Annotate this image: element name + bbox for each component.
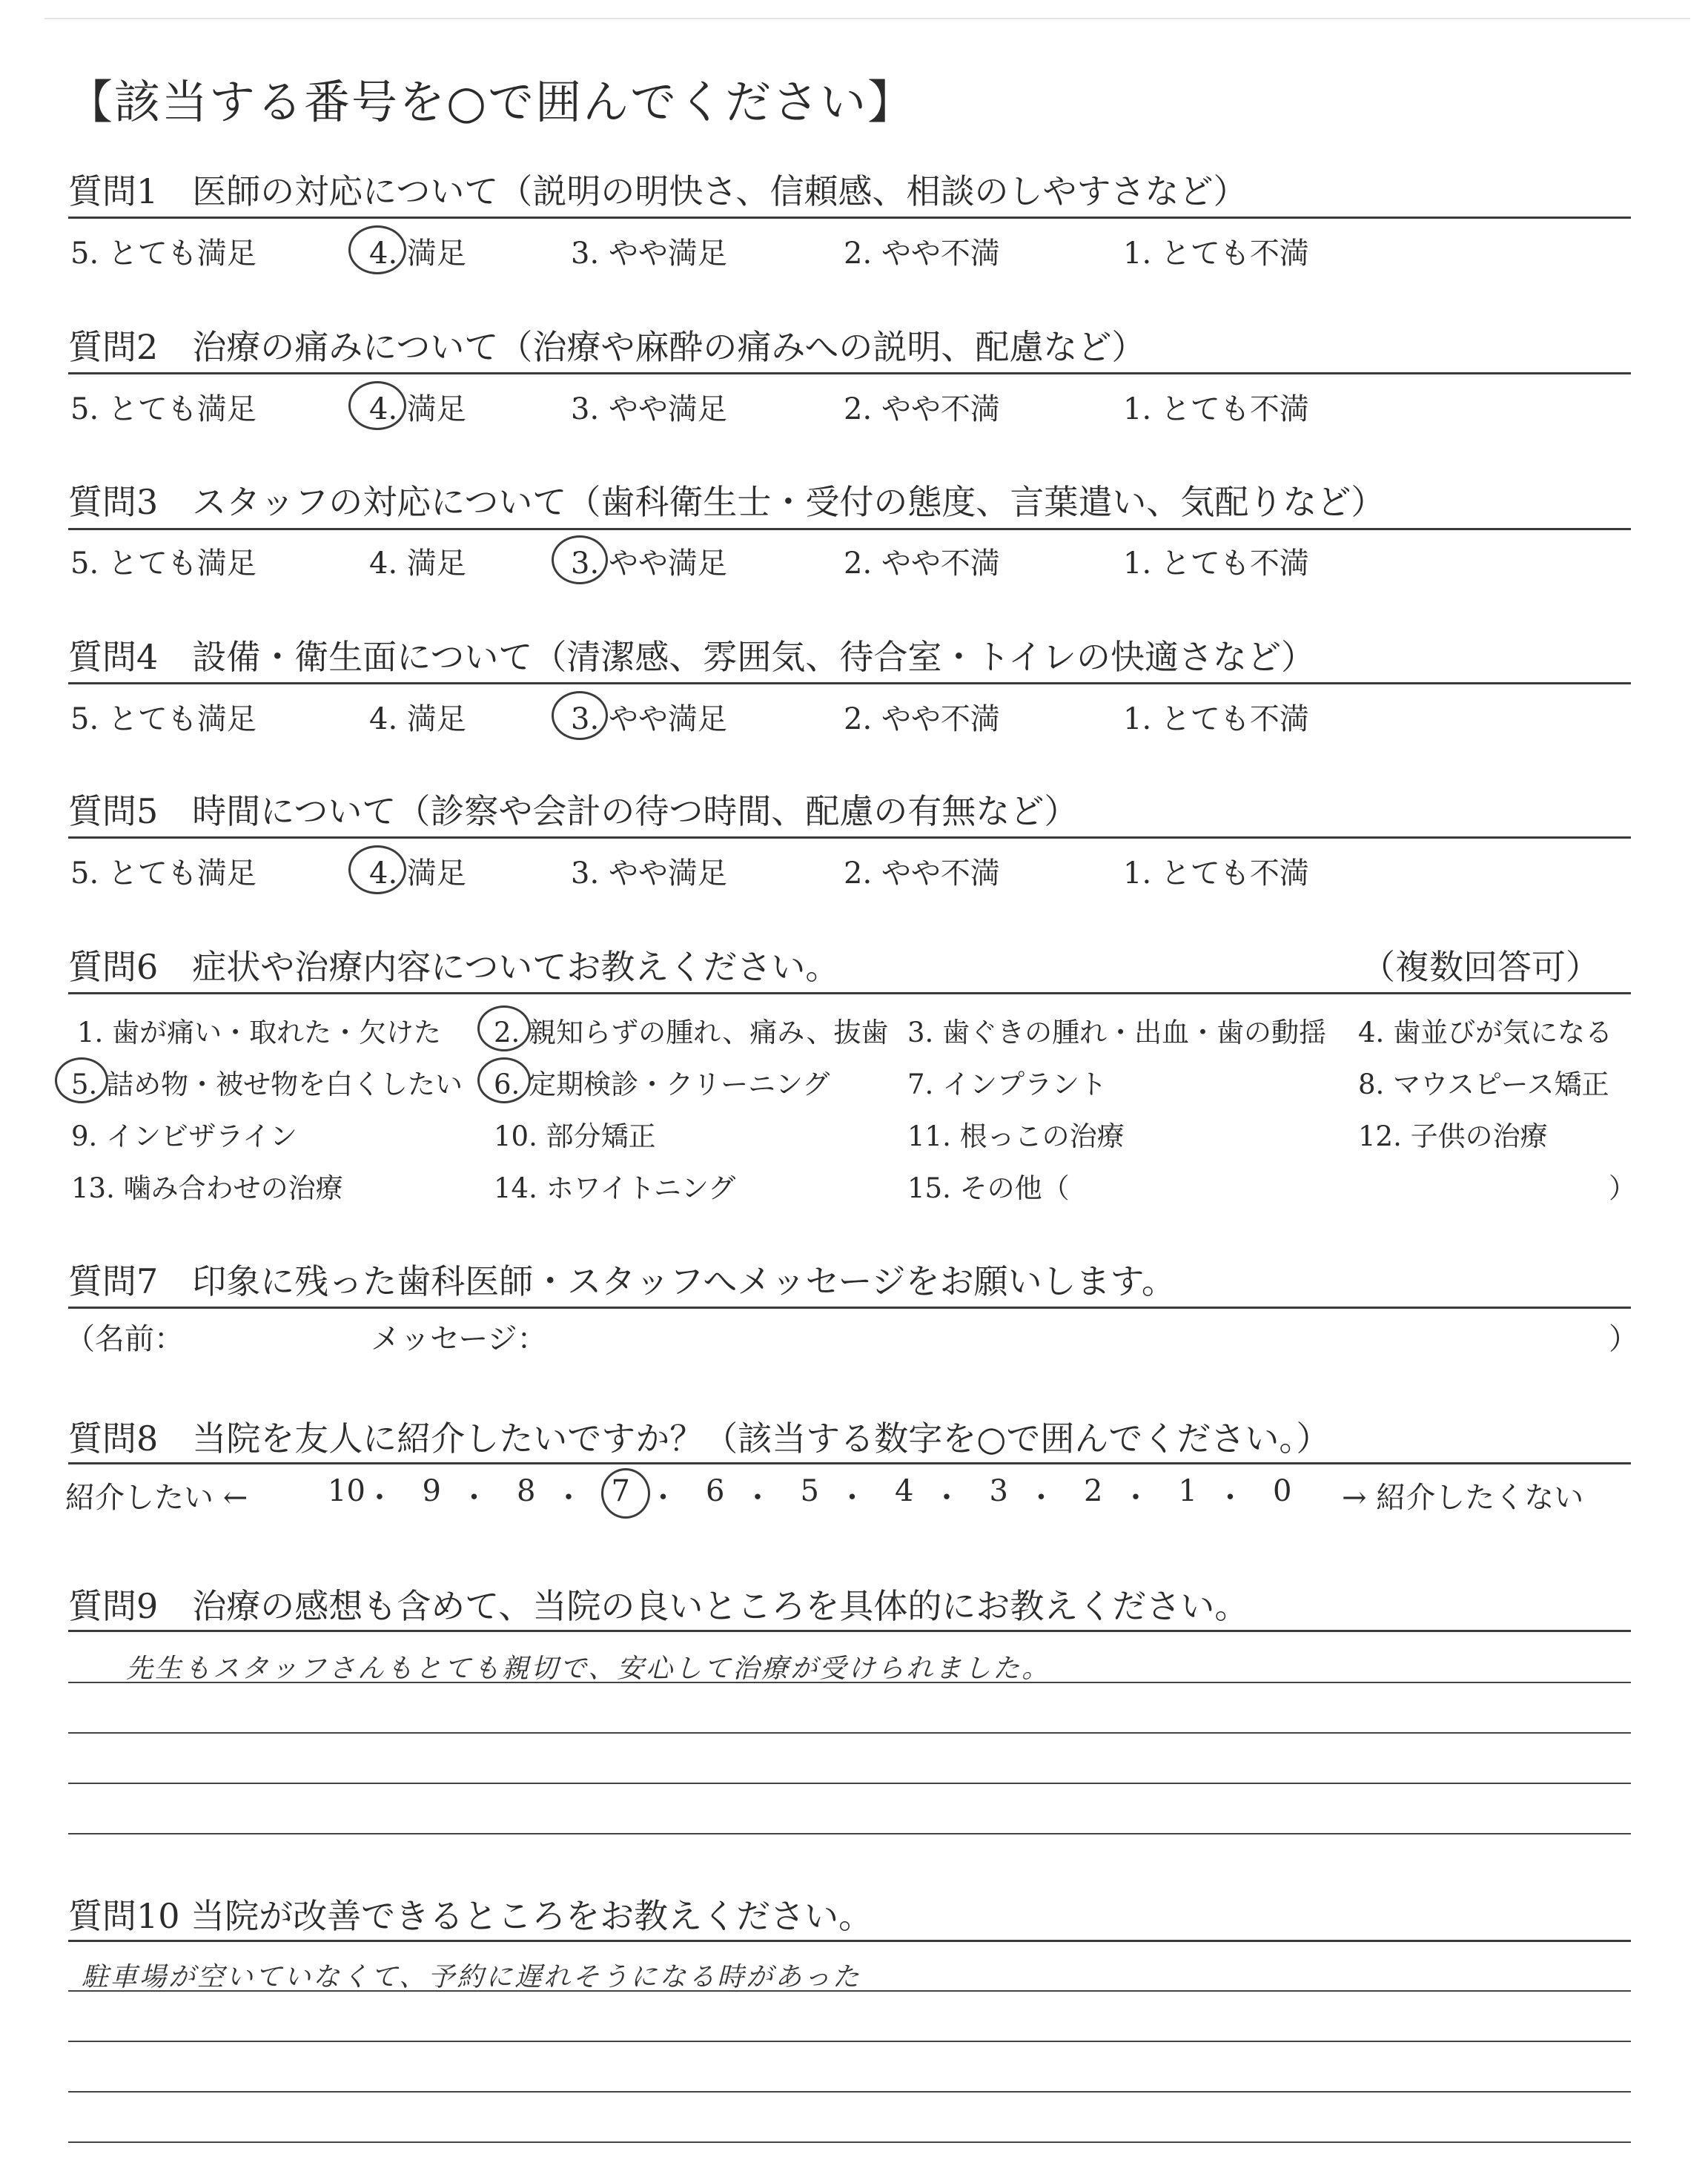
q1-selection-circle bbox=[348, 225, 406, 274]
q8-scale-separator: ・ bbox=[1121, 1481, 1151, 1515]
q10-answer-line-4 bbox=[68, 2141, 1631, 2143]
q6-option-7[interactable]: 7. インプラント bbox=[907, 1069, 1108, 1100]
q3-option-4[interactable]: 4. 満足 bbox=[369, 546, 466, 581]
q6-option-15[interactable]: 15. その他（ bbox=[907, 1172, 1070, 1204]
q8-scale-separator: ・ bbox=[459, 1481, 489, 1515]
q8-right-label: → 紹介したくない bbox=[1342, 1481, 1584, 1515]
q6-option-6[interactable]: 6. 定期検診・クリーニング bbox=[494, 1069, 830, 1100]
q2-option-5[interactable]: 5. とても満足 bbox=[70, 392, 256, 426]
question-2-divider bbox=[68, 372, 1631, 374]
q6-option-9[interactable]: 9. インビザライン bbox=[71, 1120, 297, 1152]
q6-option-2[interactable]: 2. 親知らずの腫れ、痛み、抜歯 bbox=[494, 1017, 889, 1048]
q6-selection-circle-5 bbox=[55, 1057, 108, 1103]
q1-option-2[interactable]: 2. やや不満 bbox=[844, 237, 1000, 271]
q9-answer-line-2 bbox=[68, 1732, 1631, 1734]
question-9-divider bbox=[68, 1630, 1631, 1632]
q3-option-2[interactable]: 2. やや不満 bbox=[844, 546, 1000, 581]
q8-scale-separator: ・ bbox=[648, 1481, 678, 1515]
q9-answer-line-4 bbox=[68, 1833, 1631, 1834]
q5-option-2[interactable]: 2. やや不満 bbox=[844, 856, 1000, 891]
q6-option-8[interactable]: 8. マウスピース矯正 bbox=[1358, 1069, 1609, 1100]
top-border bbox=[44, 18, 1690, 19]
q10-answer-line-2 bbox=[68, 2041, 1631, 2042]
q8-scale-separator: ・ bbox=[932, 1481, 961, 1515]
question-4-title: 質問4 設備・衛生面について（清潔感、雰囲気、待合室・トイレの快適さなど） bbox=[68, 637, 1316, 677]
q6-option-11[interactable]: 11. 根っこの治療 bbox=[907, 1120, 1125, 1152]
question-4-divider bbox=[68, 682, 1631, 684]
question-6-divider bbox=[68, 992, 1631, 994]
q1-option-5[interactable]: 5. とても満足 bbox=[70, 237, 256, 271]
q8-scale-separator: ・ bbox=[1215, 1481, 1245, 1515]
q5-option-4[interactable]: 4. 満足 bbox=[369, 856, 466, 891]
q6-option-4[interactable]: 4. 歯並びが気になる bbox=[1358, 1017, 1613, 1048]
q6-selection-circle-2 bbox=[477, 1005, 531, 1051]
q5-option-3[interactable]: 3. やや満足 bbox=[571, 856, 727, 891]
question-1-title: 質問1 医師の対応について（説明の明快さ、信頼感、相談のしやすさなど） bbox=[68, 171, 1248, 211]
q2-option-1[interactable]: 1. とても不満 bbox=[1123, 392, 1309, 426]
question-3-divider bbox=[68, 528, 1631, 530]
q8-scale-9[interactable]: 9 bbox=[422, 1474, 441, 1508]
q6-option-14[interactable]: 14. ホワイトニング bbox=[494, 1172, 736, 1204]
question-8-divider bbox=[68, 1462, 1631, 1464]
question-8-title: 質問8 当院を友人に紹介したいですか？（該当する数字を○で囲んでください。） bbox=[68, 1418, 1331, 1459]
q6-selection-circle-6 bbox=[477, 1057, 531, 1103]
q4-option-1[interactable]: 1. とても不満 bbox=[1123, 702, 1309, 736]
q6-option-5[interactable]: 5. 詰め物・被せ物を白くしたい bbox=[71, 1069, 463, 1100]
q8-selection-circle bbox=[601, 1468, 650, 1519]
q6-option-1[interactable]: 1. 歯が痛い・取れた・欠けた bbox=[77, 1017, 442, 1048]
q8-scale-1[interactable]: 1 bbox=[1178, 1474, 1197, 1508]
q6-option-12[interactable]: 12. 子供の治療 bbox=[1358, 1120, 1548, 1152]
q3-selection-circle bbox=[552, 535, 608, 584]
question-9-title: 質問9 治療の感想も含めて、当院の良いところを具体的にお教えください。 bbox=[68, 1586, 1249, 1626]
q4-option-4[interactable]: 4. 満足 bbox=[369, 702, 466, 736]
q5-option-1[interactable]: 1. とても不満 bbox=[1123, 856, 1309, 891]
q8-scale-5[interactable]: 5 bbox=[800, 1474, 819, 1508]
question-3-title: 質問3 スタッフの対応について（歯科衛生士・受付の態度、言葉遣い、気配りなど） bbox=[68, 482, 1386, 522]
q3-option-3[interactable]: 3. やや満足 bbox=[571, 546, 727, 581]
q2-option-4[interactable]: 4. 満足 bbox=[369, 392, 466, 426]
q9-handwritten-answer: 先生もスタッフさんもとても親切で、安心して治療が受けられました。 bbox=[126, 1654, 1051, 1684]
q6-option-13[interactable]: 13. 噛み合わせの治療 bbox=[71, 1172, 343, 1204]
q10-handwritten-answer: 駐車場が空いていなくて、予約に遅れそうになる時があった bbox=[82, 1962, 861, 1992]
question-6-note: （複数回答可） bbox=[1361, 947, 1600, 987]
q8-scale-separator: ・ bbox=[743, 1481, 772, 1515]
question-10-divider bbox=[68, 1940, 1631, 1942]
q10-answer-line-3 bbox=[68, 2091, 1631, 2093]
q5-option-5[interactable]: 5. とても満足 bbox=[70, 856, 256, 891]
q6-option-3[interactable]: 3. 歯ぐきの腫れ・出血・歯の動揺 bbox=[907, 1017, 1327, 1048]
question-5-title: 質問5 時間について（診察や会計の待つ時間、配慮の有無など） bbox=[68, 791, 1079, 831]
q9-answer-line-3 bbox=[68, 1783, 1631, 1784]
q8-left-label: 紹介したい ← bbox=[65, 1481, 248, 1515]
question-1-divider bbox=[68, 217, 1631, 219]
q7-close-paren: ） bbox=[1609, 1322, 1638, 1356]
q8-scale-separator: ・ bbox=[365, 1481, 394, 1515]
q6-other-close-paren: ） bbox=[1609, 1172, 1636, 1204]
q8-scale-3[interactable]: 3 bbox=[989, 1474, 1008, 1508]
question-7-title: 質問7 印象に残った歯科医師・スタッフへメッセージをお願いします。 bbox=[68, 1261, 1176, 1301]
q1-option-1[interactable]: 1. とても不満 bbox=[1123, 237, 1309, 271]
q10-answer-line-1 bbox=[68, 1990, 1631, 1992]
question-10-title: 質問10 当院が改善できるところをお教えください。 bbox=[68, 1896, 873, 1936]
q4-option-3[interactable]: 3. やや満足 bbox=[571, 702, 727, 736]
question-7-divider bbox=[68, 1307, 1631, 1309]
q6-option-10[interactable]: 10. 部分矯正 bbox=[494, 1120, 656, 1152]
q4-option-5[interactable]: 5. とても満足 bbox=[70, 702, 256, 736]
q8-scale-separator: ・ bbox=[1026, 1481, 1056, 1515]
q1-option-3[interactable]: 3. やや満足 bbox=[571, 237, 727, 271]
q9-answer-line-1 bbox=[68, 1682, 1631, 1683]
q8-scale-10[interactable]: 10 bbox=[328, 1474, 365, 1508]
question-6-title: 質問6 症状や治療内容についてお教えください。 bbox=[68, 947, 840, 987]
q8-scale-6[interactable]: 6 bbox=[706, 1474, 725, 1508]
q7-name-label: （名前： bbox=[65, 1322, 184, 1356]
q7-message-label: メッセージ： bbox=[371, 1322, 547, 1356]
q2-option-2[interactable]: 2. やや不満 bbox=[844, 392, 1000, 426]
q8-scale-separator: ・ bbox=[837, 1481, 867, 1515]
q8-scale-7[interactable]: 7 bbox=[611, 1474, 630, 1508]
q8-scale-2[interactable]: 2 bbox=[1084, 1474, 1103, 1508]
question-5-divider bbox=[68, 836, 1631, 839]
q8-scale-4[interactable]: 4 bbox=[895, 1474, 914, 1508]
q8-scale-separator: ・ bbox=[554, 1481, 583, 1515]
question-2-title: 質問2 治療の痛みについて（治療や麻酔の痛みへの説明、配慮など） bbox=[68, 327, 1146, 367]
page-title: 【該当する番号を○で囲んでください】 bbox=[67, 75, 916, 129]
q5-selection-circle bbox=[348, 845, 406, 894]
q4-option-2[interactable]: 2. やや不満 bbox=[844, 702, 1000, 736]
q3-option-1[interactable]: 1. とても不満 bbox=[1123, 546, 1309, 581]
q1-option-4[interactable]: 4. 満足 bbox=[369, 237, 466, 271]
q2-option-3[interactable]: 3. やや満足 bbox=[571, 392, 727, 426]
q3-option-5[interactable]: 5. とても満足 bbox=[70, 546, 256, 581]
q8-scale-8[interactable]: 8 bbox=[517, 1474, 536, 1508]
q2-selection-circle bbox=[348, 381, 406, 430]
q8-scale-0[interactable]: 0 bbox=[1273, 1474, 1292, 1508]
q4-selection-circle bbox=[552, 691, 608, 740]
